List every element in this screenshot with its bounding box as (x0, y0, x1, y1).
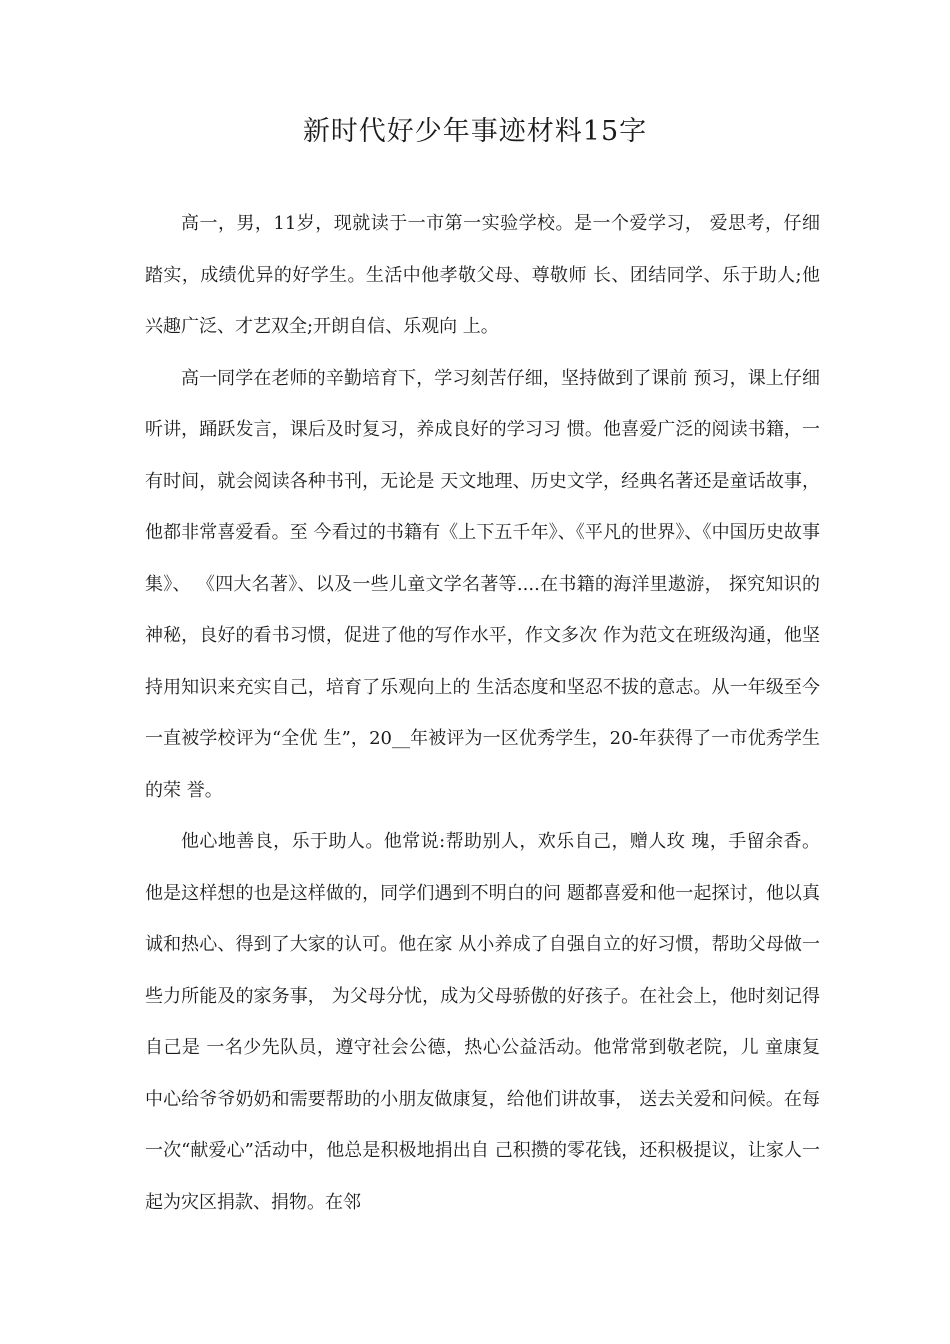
paragraph-intro: 高一，男，11岁，现就读于一市第一实验学校。是一个爱学习， 爱思考，仔细踏实，成绩优异的好学生。生活中他孝敬父母、尊敬师 长、团结同学、乐于助人;他兴趣广泛、才艺双全;开朗自信、乐观向 上。 (145, 213, 820, 337)
document-title: 新时代好少年事迹材料15字 (302, 116, 648, 147)
paragraph-study: 高一同学在老师的辛勤培育下，学习刻苦仔细，坚持做到了课前 预习，课上仔细听讲，踊跃发言，课后及时复习，养成良好的学习习 惯。他喜爱广泛的阅读书籍，一有时间，就会阅读各种书刊，无论是 天文地理、历史文学，经典名著还是童话故事，他都非常喜爱看。至 今看过的书籍有《上下五千年》、《平凡的世界》、《中国历史故事集》、 《四大名著》、以及一些儿童文学名著等....在书籍的海洋里遨游， 探究知识的神秘，良好的看书习惯，促进了他的写作水平，作文多次 作为范文在班级沟通，他坚持用知识来充实自己，培育了乐观向上的 生活态度和坚忍不拔的意志。从一年级至今一直被学校评为“全优 生”，20__年被评为一区优秀学生，20-年获得了一市优秀学生的荣 誉。 (145, 367, 820, 801)
paragraph-kindness: 他心地善良，乐于助人。他常说:帮助别人，欢乐自己，赠人玫 瑰，手留余香。他是这样想的也是这样做的，同学们遇到不明白的问 题都喜爱和他一起探讨，他以真诚和热心、得到了大家的认可。他在家 从小养成了自强自立的好习惯，帮助父母做一些力所能及的家务事， 为父母分忧，成为父母骄傲的好孩子。在社会上，他时刻记得自己是 一名少先队员，遵守社会公德，热心公益活动。他常常到敬老院，儿 童康复中心给爷爷奶奶和需要帮助的小朋友做康复，给他们讲故事， 送去关爱和问候。在每一次“献爱心”活动中，他总是积极地捐出自 己积攒的零花钱，还积极提议，让家人一起为灾区捐款、捐物。在邻 (145, 831, 820, 1213)
document-body (145, 198, 820, 1228)
